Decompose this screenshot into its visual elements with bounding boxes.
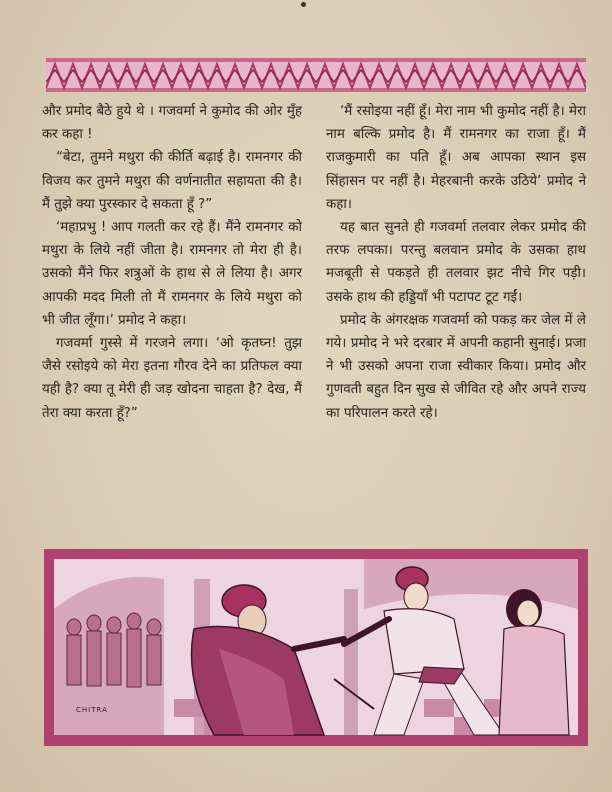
paragraph: और प्रमोद बैठे हुये थे । गजवर्मा ने कुमोद की ओर मुँह कर कहा ! <box>42 104 302 143</box>
pillar <box>344 589 358 735</box>
paragraph: ‘महाप्रभु ! आप गलती कर रहे हैं। मैंने रामनगर को मथुरा के लिये नहीं जीता है। रामनगर तो मेरा ही है। उसको मैंने फिर शत्रुओं के हाथ से ले लिया है। अगर आपकी मदद मिली तो मैं रामनगर के लिये मथुरा को भी जीत लूँगा।’ प्रमोद ने कहा। <box>42 220 302 328</box>
paragraph: “बेटा, तुमने मथुरा की कीर्ति बढ़ाई है। रामनगर की विजय कर तुमने मथुरा की वर्णनातीत सहायता की है। मैं तुझे क्या पुरस्कार दे सकता हूँ ?” <box>42 150 302 212</box>
artist-signature: CHITRA <box>76 706 108 714</box>
paragraph: प्रमोद के अंगरक्षक गजवर्मा को पकड़ कर जेल में ले गये। प्रमोद ने भरे दरबार में अपनी कहानी सुनाई। प्रजा ने भी उसको अपना राजा स्वीकार किया। प्रमोद और गुणवती बहुत दिन सुख से जीवित रहे और अपने राज्य का परिपालन करते रहे। <box>326 312 586 421</box>
text-column-right <box>326 100 586 425</box>
paragraph: यह बात सुनते ही गजवर्मा तलवार लेकर प्रमोद की तरफ लपका। परन्तु बलवान प्रमोद के उसका हाथ मजबूती से पकड़ते ही तलवार झट नीचे गिर पड़ी। उसके हाथ की हड्डियाँ भी पटापट टूट गईं। <box>326 220 586 305</box>
text-column-left <box>42 100 302 425</box>
paragraph: गजवर्मा गुस्से में गरजने लगा। ‘ओ कृतघ्न! तुझ जैसे रसोइये को मेरा इतना गौरव देने का प्रतिफल क्या यही है? क्या तू मेरी ही जड़ खोदना चाहता है? देख, मैं तेरा क्या करता हूँ?” <box>42 336 302 421</box>
top-mark <box>301 2 306 7</box>
story-illustration <box>44 549 588 746</box>
decorative-zigzag-border <box>46 58 586 92</box>
paragraph: ‘मैं रसोइया नहीं हूँ। मेरा नाम भी कुमोद नहीं है। मेरा नाम बल्कि प्रमोद है। मैं रामनगर का राजा हूँ। मैं राजकुमारी का पति हूँ। अब आपका स्थान इस सिंहासन पर नहीं है। मेहरबानी करके उठिये’ प्रमोद ने कहा। <box>326 104 586 212</box>
